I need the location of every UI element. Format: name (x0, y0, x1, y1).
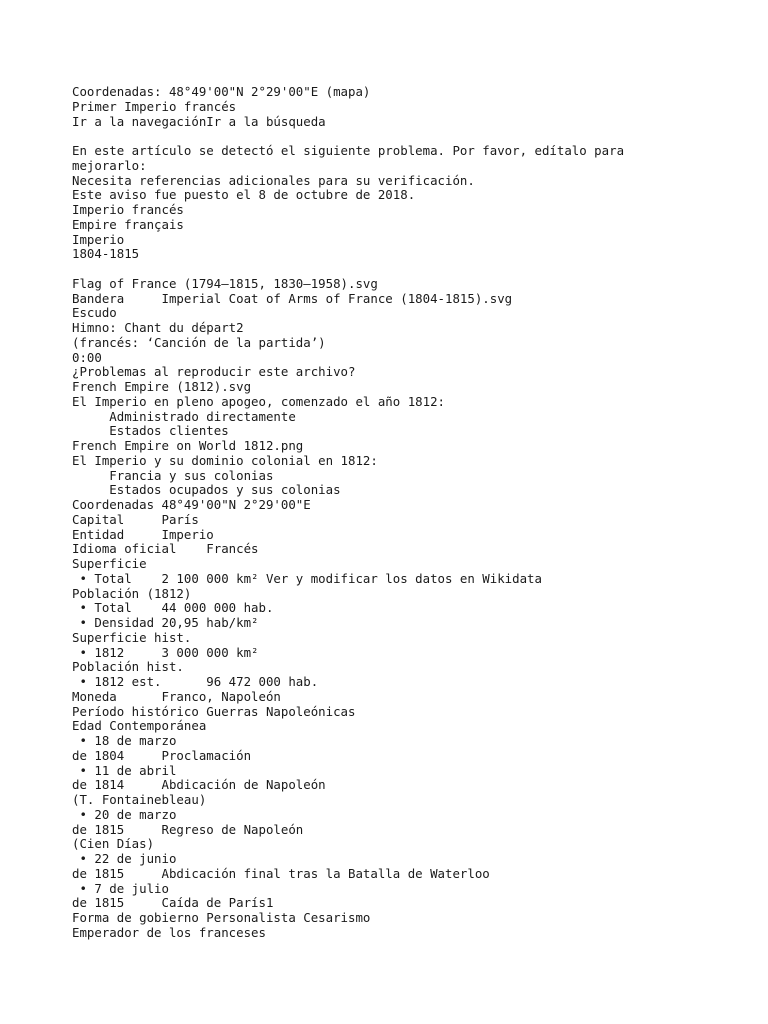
text-line: French Empire on World 1812.png (72, 438, 304, 453)
text-line: • 22 de junio (72, 851, 177, 866)
text-line: Coordenadas 48°49'00"N 2°29'00"E (72, 497, 311, 512)
text-line: El Imperio y su dominio colonial en 1812: (72, 452, 378, 468)
text-line: Población hist. (72, 659, 184, 675)
text-line: El Imperio en pleno apogeo, comenzado el año 1812: (72, 393, 445, 409)
text-line: de 1815 Caída de París1 (72, 895, 274, 911)
text-line: Coordenadas: 48°49'00"N 2°29'00"E (mapa) (72, 84, 371, 99)
text-line: • Total 44 000 000 hab. (72, 600, 274, 616)
text-line: • 18 de marzo (72, 733, 177, 748)
blank-line (72, 129, 752, 144)
text-line: Superficie (72, 556, 147, 571)
text-line: Capital París (72, 511, 199, 527)
text-line: Estados clientes (72, 423, 229, 439)
text-line: Escudo (72, 305, 117, 321)
text-line: • 1812 est. 96 472 000 hab. (72, 674, 319, 689)
text-line: • 11 de abril (72, 762, 177, 778)
text-line: • 7 de julio (72, 880, 169, 896)
text-line: de 1814 Abdicación de Napoleón (72, 777, 326, 793)
text-line: de 1815 Regreso de Napoleón (72, 821, 304, 837)
text-line: Idioma oficial Francés (72, 541, 259, 557)
text-line: Edad Contemporánea (72, 718, 207, 734)
text-line: de 1815 Abdicación final tras la Batalla de Waterloo (72, 865, 490, 881)
text-line: Estados ocupados y sus colonias (72, 482, 341, 498)
text-line: 1804-1815 (72, 246, 140, 262)
text-line: Forma de gobierno Personalista Cesarismo (72, 910, 371, 925)
text-line: Flag of France (1794–1815, 1830–1958).svg (72, 275, 378, 291)
text-line: (Cien Días) (72, 836, 155, 852)
text-line: de 1804 Proclamación (72, 747, 252, 763)
text-line: • Densidad 20,95 hab/km² (72, 615, 259, 630)
text-line: Primer Imperio francés (72, 98, 237, 114)
text-line: • Total 2 100 000 km² Ver y modificar los datos en Wikidata (72, 570, 542, 586)
text-line: En este artículo se detectó el siguiente problema. Por favor, edítalo para (72, 143, 625, 158)
text-line: French Empire (1812).svg (72, 379, 252, 394)
text-line: Período histórico Guerras Napoleónicas (72, 703, 356, 719)
text-line: (francés: ‘Canción de la partida’) (72, 334, 326, 350)
text-line: Necesita referencias adicionales para su verificación. (72, 172, 475, 188)
blank-line (72, 262, 752, 277)
text-line: (T. Fontainebleau) (72, 792, 207, 807)
text-line: Entidad Imperio (72, 526, 214, 542)
text-line: mejorarlo: (72, 157, 147, 173)
text-line: ¿Problemas al reproducir este archivo? (72, 364, 356, 380)
text-line: Himno: Chant du départ2 (72, 320, 244, 335)
text-line: Este aviso fue puesto el 8 de octubre de 2018. (72, 187, 416, 203)
text-line: Imperio francés (72, 202, 184, 217)
text-line: Francia y sus colonias (72, 467, 274, 483)
text-line: Empire français (72, 216, 184, 232)
document-body (72, 85, 752, 941)
text-line: • 20 de marzo (72, 806, 177, 822)
text-line: Ir a la navegaciónIr a la búsqueda (72, 113, 326, 129)
text-line: Superficie hist. (72, 629, 192, 645)
text-line: Moneda Franco, Napoleón (72, 688, 281, 704)
text-line: • 1812 3 000 000 km² (72, 644, 259, 660)
text-line: 0:00 (72, 349, 102, 365)
text-line: Imperio (72, 231, 125, 247)
text-line: Administrado directamente (72, 408, 296, 424)
text-line: Bandera Imperial Coat of Arms of France (1804-1815).svg (72, 290, 513, 306)
text-line: Emperador de los franceses (72, 924, 266, 940)
text-line: Población (1812) (72, 585, 192, 601)
